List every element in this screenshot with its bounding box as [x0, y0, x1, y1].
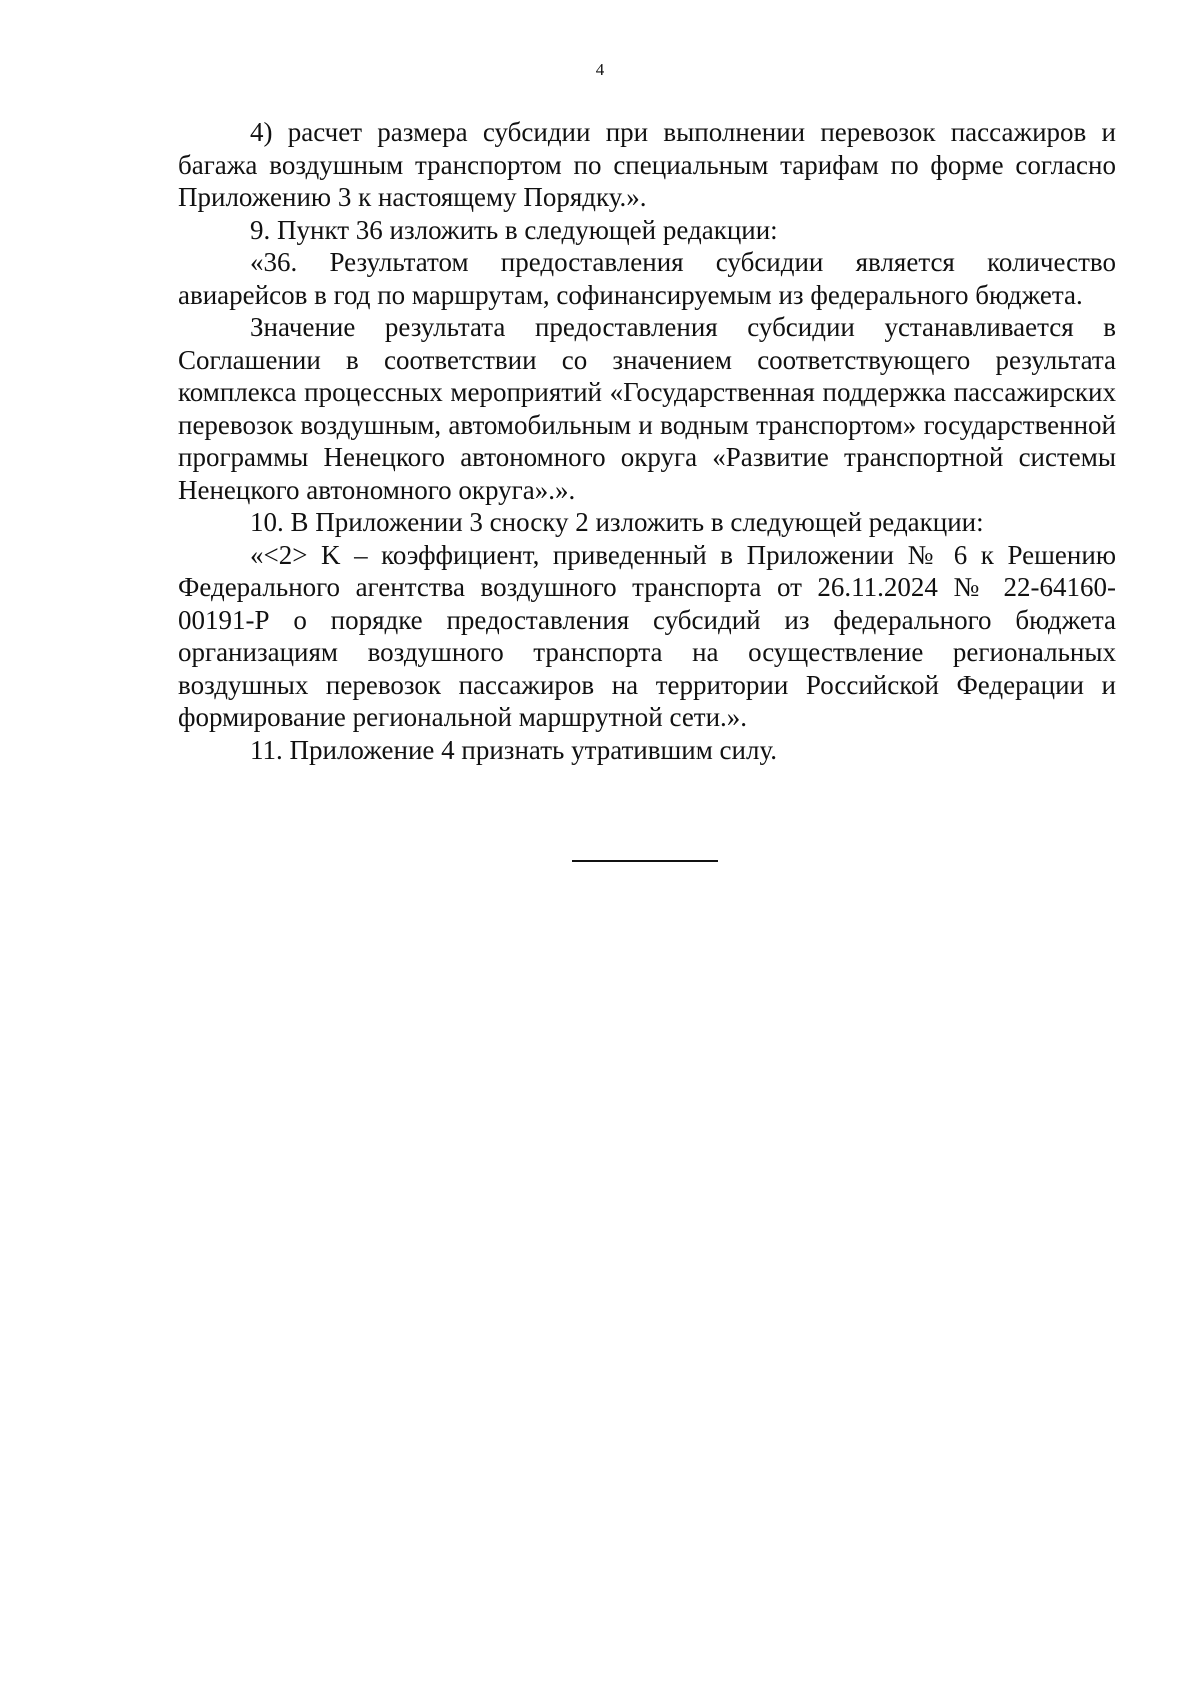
paragraph-subsidy-calculation: 4) расчет размера субсидии при выполнении перевозок пассажиров и багажа воздушным транспортом по специальным тарифам по форме согласно Приложению 3 к настоящему Порядку.». — [178, 117, 1116, 212]
paragraph-footnote-2: «<2> K – коэффициент, приведенный в Приложении № 6 к Решению Федерального агентства воздушного транспорта от 26.11.2024 № 22-64160-00191-Р о порядке предоставления субсидий из федерального бюджета организациям воздушного транспорта на осуществление региональных воздушных перевозок пассажиров на территории Российской Федерации и формирование региональной маршрутной сети.». — [178, 539, 1116, 732]
paragraph-item-10: 10. В Приложении 3 сноску 2 изложить в следующей редакции: — [250, 507, 984, 537]
paragraph-result-value: Значение результата предоставления субсидии устанавливается в Соглашении в соответствии со значением соответствующего результата комплекса процессных мероприятий «Государственная поддержка пассажирских перевозок воздушным, автомобильным и водным транспортом» государственной программы Ненецкого автономного округа «Развитие транспортной системы Ненецкого автономного округа».». — [178, 312, 1116, 505]
paragraph-item-9: 9. Пункт 36 изложить в следующей редакции: — [250, 214, 778, 245]
paragraph-item-11: 11. Приложение 4 признать утратившим силу. — [250, 734, 778, 765]
document-body — [178, 116, 1116, 766]
end-separator-line — [572, 860, 718, 862]
page-number: 4 — [595, 60, 605, 79]
paragraph-point-36: «36. Результатом предоставления субсидии является количество авиарейсов в год по маршрутам, софинансируемым из федерального бюджета. — [178, 247, 1116, 310]
